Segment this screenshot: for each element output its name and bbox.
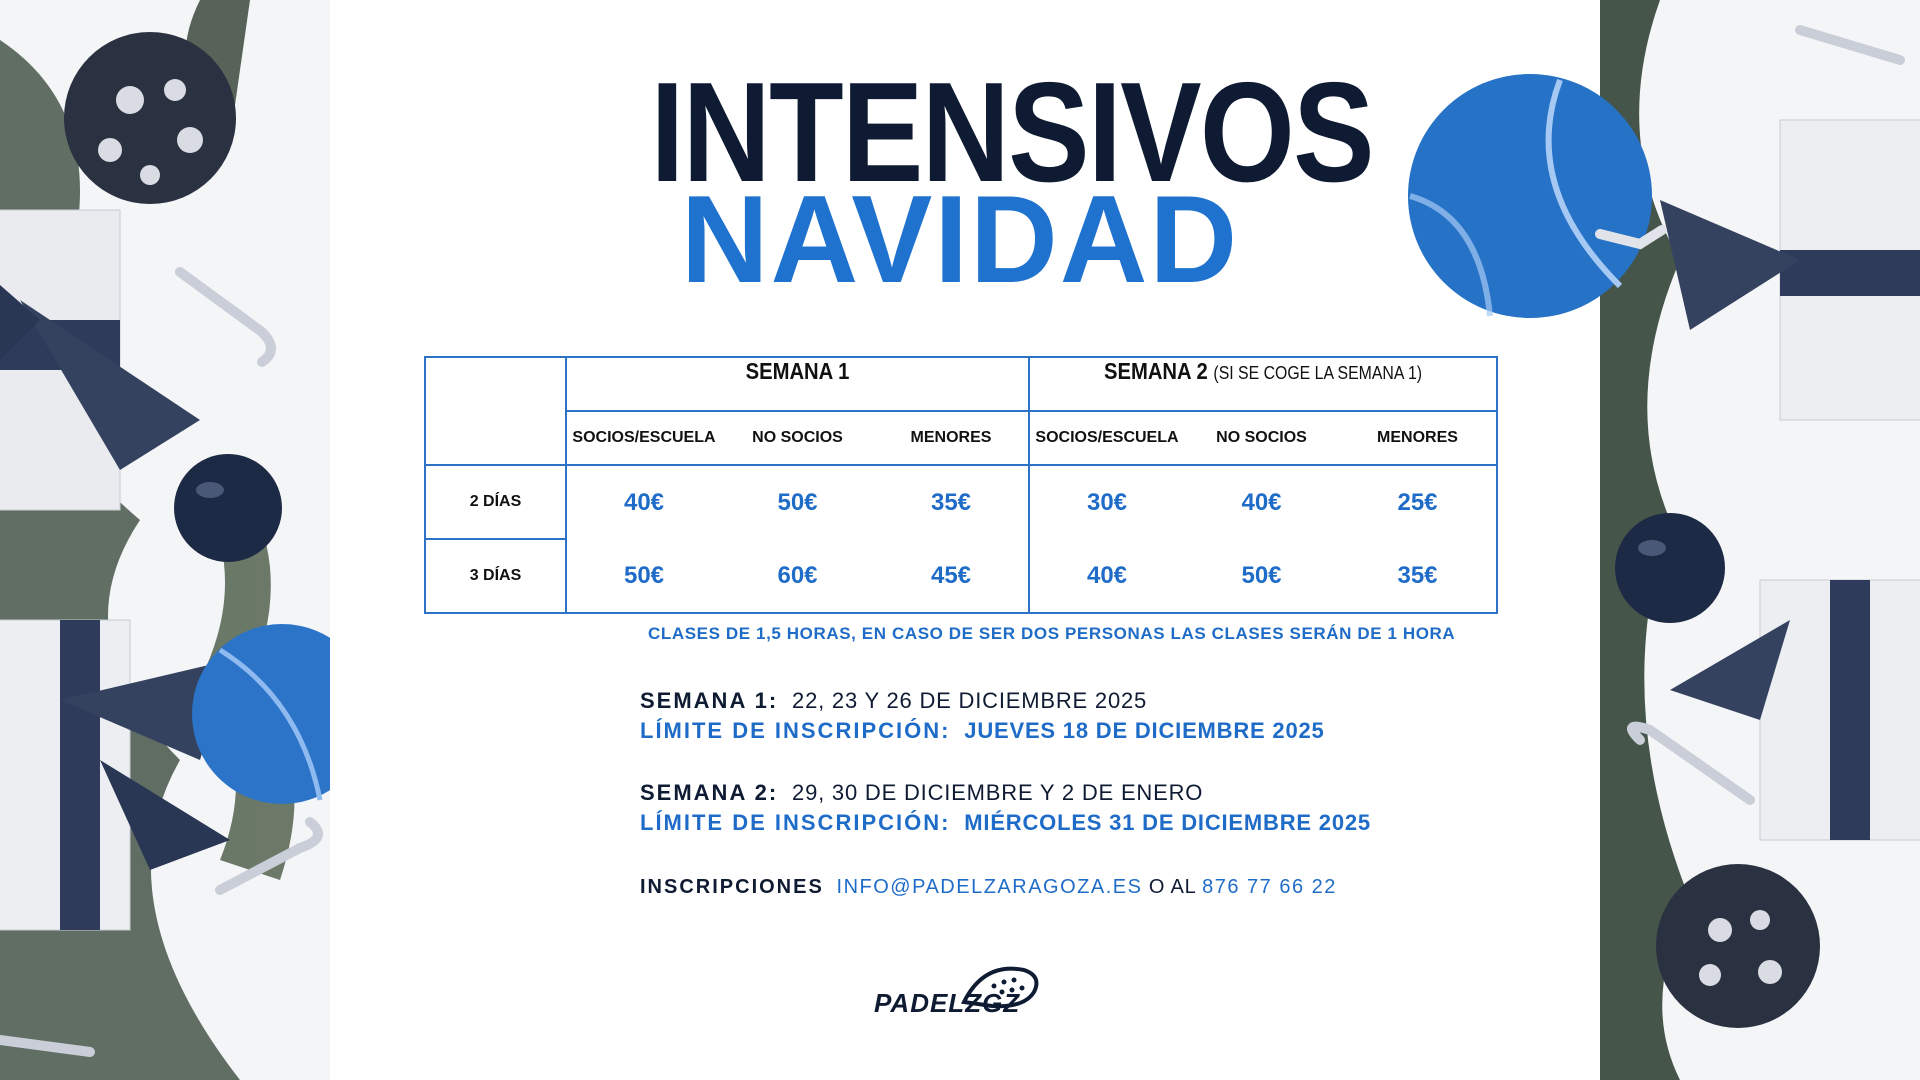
- week2-limit-label: LÍMITE DE INSCRIPCIÓN:: [640, 810, 951, 835]
- pinecone-icon: [1656, 864, 1820, 1028]
- price-cell: 35€: [874, 465, 1029, 539]
- padelzgz-logo: [874, 962, 1054, 1022]
- week2-dates-value: 29, 30 DE DICIEMBRE Y 2 DE ENERO: [792, 780, 1204, 805]
- logo-text: PADELZGZ: [874, 988, 1021, 1018]
- tennis-ball-icon: [1400, 66, 1670, 326]
- left-decoration: [0, 0, 330, 1080]
- signup-label: INSCRIPCIONES: [640, 876, 824, 898]
- column-header: NO SOCIOS: [721, 411, 874, 465]
- price-cell: 45€: [874, 539, 1029, 613]
- price-cell: 40€: [1184, 465, 1339, 539]
- price-cell: 50€: [566, 539, 721, 613]
- price-cell: 30€: [1029, 465, 1184, 539]
- week1-header-label: SEMANA 1: [745, 358, 850, 384]
- week1-limit-label: LÍMITE DE INSCRIPCIÓN:: [640, 718, 951, 743]
- column-header: MENORES: [1339, 411, 1497, 465]
- signup-connector: O AL: [1148, 876, 1196, 898]
- week2-header: [1029, 357, 1497, 411]
- row-label: 3 DÍAS: [425, 539, 566, 613]
- title-navidad: NAVIDAD: [680, 171, 1240, 309]
- table-row: [425, 539, 1497, 613]
- table-row: [425, 465, 1497, 539]
- price-cell: 40€: [1029, 539, 1184, 613]
- signup-phone[interactable]: 876 77 66 22: [1202, 876, 1337, 898]
- week2-header-note: (SI SE COGE LA SEMANA 1): [1213, 363, 1423, 383]
- column-header: SOCIOS/ESCUELA: [1029, 411, 1184, 465]
- week2-limit: [640, 810, 1371, 836]
- column-header: MENORES: [874, 411, 1029, 465]
- column-header: SOCIOS/ESCUELA: [566, 411, 721, 465]
- price-cell: 60€: [721, 539, 874, 613]
- week1-header: [566, 357, 1029, 411]
- ornament-icon: [1615, 513, 1725, 623]
- signup-line: [640, 876, 1337, 899]
- table-corner-cell: [425, 357, 566, 465]
- column-header: NO SOCIOS: [1184, 411, 1339, 465]
- week1-limit: [640, 718, 1325, 744]
- week2-dates: [640, 780, 1203, 806]
- signup-email-link[interactable]: INFO@PADELZARAGOZA.ES: [836, 876, 1143, 898]
- title-intensivos: INTENSIVOS: [650, 53, 1373, 212]
- price-cell: 50€: [721, 465, 874, 539]
- week1-dates-value: 22, 23 Y 26 DE DICIEMBRE 2025: [792, 688, 1148, 713]
- price-cell: 25€: [1339, 465, 1497, 539]
- price-cell: 40€: [566, 465, 721, 539]
- price-cell: 50€: [1184, 539, 1339, 613]
- week2-label: SEMANA 2:: [640, 780, 779, 805]
- price-table: [424, 356, 1498, 614]
- class-duration-note: CLASES DE 1,5 HORAS, EN CASO DE SER DOS PERSONAS LAS CLASES SERÁN DE 1 HORA: [648, 624, 1456, 643]
- row-label: 2 DÍAS: [425, 465, 566, 539]
- week1-limit-date: JUEVES 18 DE DICIEMBRE 2025: [964, 718, 1325, 743]
- week1-label: SEMANA 1:: [640, 688, 779, 713]
- week2-limit-date: MIÉRCOLES 31 DE DICIEMBRE 2025: [964, 810, 1371, 835]
- pinecone-icon: [64, 32, 236, 204]
- price-cell: 35€: [1339, 539, 1497, 613]
- week1-dates: [640, 688, 1147, 714]
- week2-header-label: SEMANA 2: [1103, 358, 1208, 384]
- ornament-icon: [174, 454, 282, 562]
